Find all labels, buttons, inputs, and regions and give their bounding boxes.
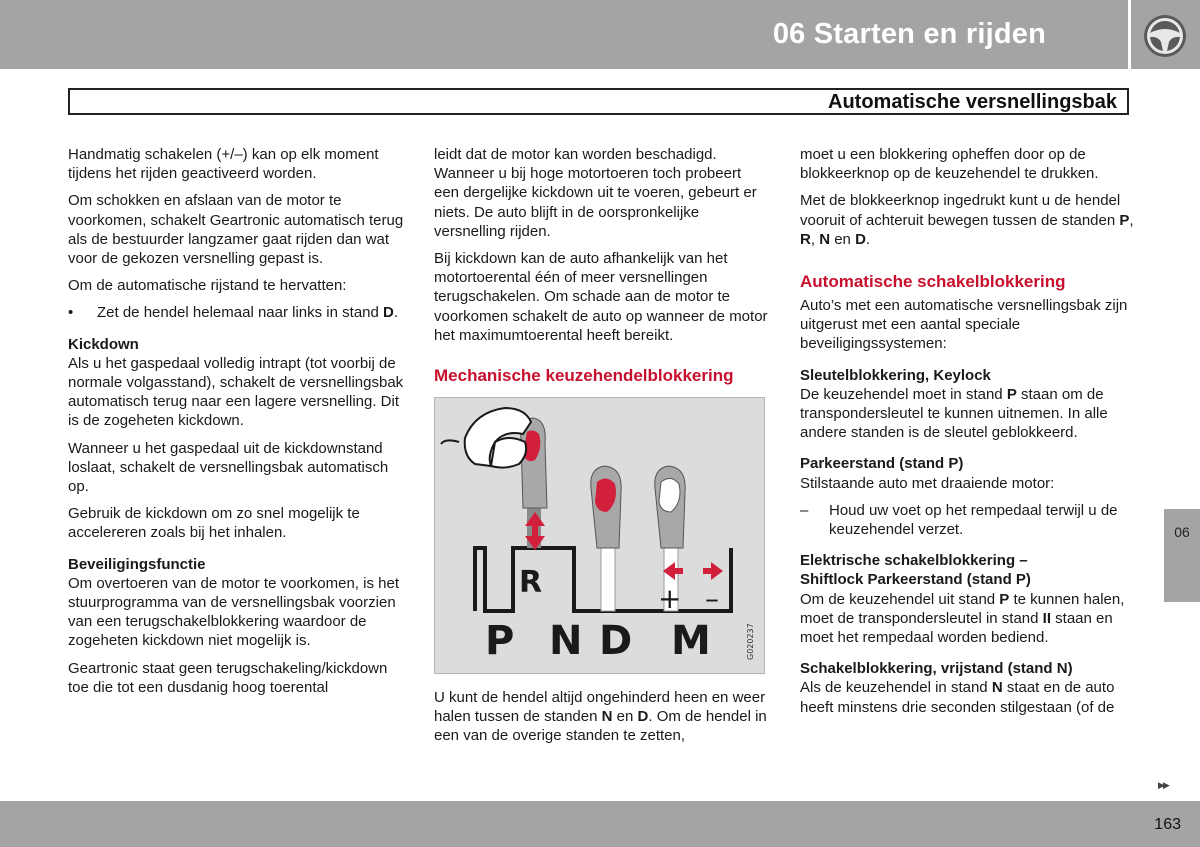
dash-mark: – (800, 501, 809, 519)
text-run: staat en de auto heeft minstens drie seconden stilgestaan (of de (800, 679, 1115, 716)
bold-run: N (601, 708, 613, 726)
gate-label-minus: – (705, 582, 719, 615)
bold-run: II (1042, 609, 1051, 627)
paragraph (800, 191, 1136, 249)
bullet-bold: D (383, 304, 394, 322)
text-run: U kunt de hendel altijd ongehinderd heen en weer halen tussen de standen (434, 689, 766, 726)
heading-mechanische-keuzehendelblokkering: Mechanische keuzehendelblokkering (434, 366, 734, 386)
column-2-bottom (434, 688, 770, 754)
paragraph (800, 385, 1136, 443)
paragraph: Als u het gaspedaal volledig intrapt (tot voorbij de normale volgasstand), schakelt de versnellingsbak automatisch terug naar een lagere versnelling. Dit is de zogeheten kickdown. (68, 354, 404, 430)
bullet-text-wrap (97, 303, 398, 322)
paragraph: Om schokken en afslaan van de motor te voorkomen, schakelt Geartronic automatisch terug als de bestuurder langzamer gaat rijden dan wat voor de gekozen versnelling gepast is. (68, 192, 404, 268)
gate-label-n: N (549, 618, 583, 664)
bold-run: P (1119, 211, 1130, 229)
text-run: staan en moet het rempedaal worden bediend. (800, 609, 1113, 647)
text-run: . (865, 230, 871, 248)
dash-item (800, 501, 1136, 539)
heading-sleutelblokkering: Sleutelblokkering, Keylock (800, 366, 991, 384)
gate-label-p: P (485, 618, 515, 664)
footer-bar (0, 801, 1200, 847)
paragraph: Auto’s met een automatische versnellingsbak zijn uitgerust met een aantal speciale beveiligingssystemen: (800, 297, 1128, 353)
paragraph (434, 688, 770, 746)
bold-run: N (991, 679, 1003, 697)
gear-selector-figure (434, 397, 765, 674)
chapter-icon-box (1131, 0, 1200, 69)
heading-parkeerstand: Parkeerstand (stand P) (800, 455, 964, 473)
bold-run: P (999, 590, 1010, 608)
chapter-tab-label: 06 (1174, 524, 1190, 540)
text-run: , (810, 230, 820, 248)
bold-run: P (1006, 385, 1017, 403)
paragraph (800, 590, 1136, 648)
gate-label-d: D (599, 618, 633, 664)
gear-selector-illustration (435, 398, 764, 673)
text-run: , (1129, 211, 1134, 229)
heading-schakelblokkering-vrijstand: Schakelblokkering, vrijstand (stand N) (800, 660, 1073, 678)
text-run: Om de keuzehendel uit stand (800, 590, 1000, 608)
chapter-title: 06 Starten en rijden (772, 18, 1046, 50)
gate-label-m: M (671, 618, 711, 664)
paragraph (800, 678, 1136, 716)
bullet-mark: • (68, 304, 74, 322)
double-arrow-right-icon: ▶▶ (1158, 780, 1168, 790)
heading-shiftlock: Shiftlock Parkeerstand (stand P) (800, 571, 1031, 589)
chapter-header-bar (0, 0, 1128, 69)
dash-text: Houd uw voet op het rempedaal terwijl u de keuzehendel verzet. (829, 501, 1118, 539)
bold-run: N (819, 230, 831, 248)
text-run: Met de blokkeerknop ingedrukt kunt u de hendel vooruit of achteruit bewegen tussen de standen (800, 192, 1121, 229)
steering-wheel-icon (1131, 0, 1200, 69)
gate-label-r: R (519, 565, 543, 600)
text-run: . Om de hendel in een van de overige standen te zetten, (434, 708, 767, 745)
text-run: Als de keuzehendel in stand (800, 679, 992, 697)
heading-kickdown: Kickdown (68, 335, 139, 353)
text-run: en (612, 708, 638, 726)
paragraph: Om de automatische rijstand te hervatten: (68, 277, 347, 295)
page-number: 163 (1154, 816, 1181, 833)
paragraph: Bij kickdown kan de auto afhankelijk van het motortoerental één of meer versnellingen terugschakelen. Om schade aan de motor te voorkomen schakelt de auto op wanneer de motor het maximumtoerental heeft bereikt. (434, 250, 768, 344)
paragraph: Stilstaande auto met draaiende motor: (800, 474, 1055, 492)
paragraph: Gebruik de kickdown om zo snel mogelijk te accelereren zoals bij het inhalen. (68, 505, 360, 542)
figure-code: G020237 (746, 623, 755, 660)
gate-label-plus: + (658, 582, 682, 615)
bold-run: D (637, 708, 649, 726)
bullet-item (68, 303, 404, 322)
text-run: staan om de transpondersleutel te kunnen uitnemen. In alle andere standen is de sleutel geblokkeerd. (800, 385, 1108, 442)
text-run: De keuzehendel moet in stand (800, 385, 1007, 403)
paragraph: Om overtoeren van de motor te voorkomen, is het stuurprogramma van de versnellingsbak voorzien van een terugschakelblokkering waardoor de zogeheten kickdown niet mogelijk is. (68, 574, 399, 650)
column-2 (434, 145, 770, 394)
bullet-text: Zet de hendel helemaal naar links in stand (97, 304, 384, 322)
heading-beveiligingsfunctie: Beveiligingsfunctie (68, 555, 206, 573)
bullet-end: . (393, 304, 399, 322)
bold-run: D (855, 230, 866, 248)
bold-run: R (800, 230, 811, 248)
column-1 (68, 145, 404, 705)
paragraph: moet u een blokkering opheffen door op de blokkeerknop op de keuzehendel te drukken. (800, 146, 1099, 183)
section-title: Automatische versnellingsbak (828, 91, 1117, 113)
paragraph: Handmatig schakelen (+/–) kan op elk moment tijdens het rijden geactiveerd worden. (68, 146, 379, 183)
heading-elektrische-schakelblokkering: Elektrische schakelblokkering – (800, 552, 1028, 570)
text-run: te kunnen halen, moet de transpondersleutel in stand (800, 590, 1125, 627)
paragraph: Geartronic staat geen terugschakeling/kickdown toe die tot een dusdanig hoog toerental (68, 659, 388, 696)
paragraph: Wanneer u het gaspedaal uit de kickdownstand loslaat, schakelt de versnellingsbak automatisch op. (68, 439, 389, 496)
section-title-box (68, 88, 1129, 115)
column-3 (800, 145, 1136, 725)
text-run: en (830, 230, 856, 248)
chapter-side-tab (1164, 509, 1200, 602)
paragraph: leidt dat de motor kan worden beschadigd. Wanneer u bij hoge motortoeren toch probeert een dergelijke kickdown uit te voeren, gebeurt er niets. De auto blijft in de oorspronkelijke versnelling rijden. (434, 146, 757, 240)
heading-automatische-schakelblokkering: Automatische schakelblokkering (800, 272, 1066, 292)
